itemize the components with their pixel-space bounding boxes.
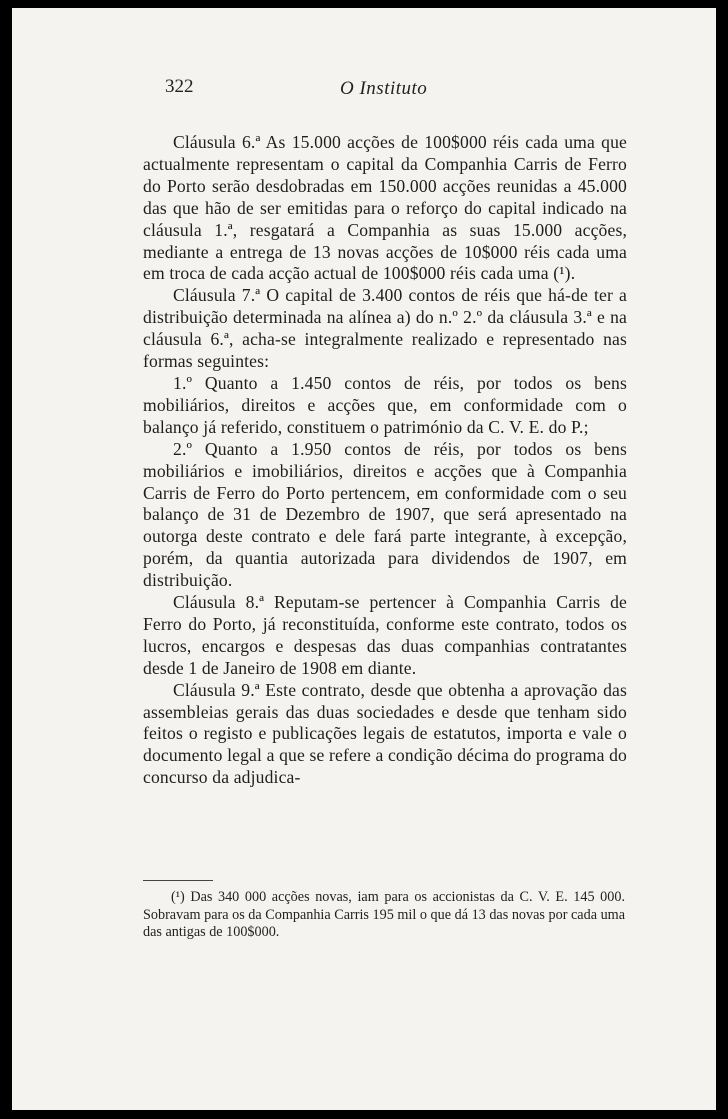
paragraph-item-2: 2.º Quanto a 1.950 contos de réis, por todos os bens mobiliários e imobiliários, direitos e acções que à Companhia Carris de Ferro do Porto pertencem, em conformidade com o seu balanço de 31 de Dezembro de 1907, que será apresentado na outorga deste contrato e dele fará parte integrante, à excepção, porém, da quantia autorizada para dividendos de 1907, em distribuição. [143,438,627,591]
paragraph-clausula-9: Cláusula 9.ª Este contrato, desde que obtenha a aprovação das assembleias gerais das duas sociedades e desde que tenham sido feitos o registo e publicações legais de estatutos, importa e vale o documento legal a que se refere a condição décima do programa do concurso da adjudica- [143,679,627,788]
page-number: 322 [165,76,194,97]
body-text [143,132,627,789]
paragraph-clausula-6: Cláusula 6.ª As 15.000 acções de 100$000 réis cada uma que actualmente representam o capital da Companhia Carris de Ferro do Porto serão desdobradas em 150.000 acções reunidas a 45.000 das que hão de ser emitidas para o reforço do capital indicado na cláusula 1.ª, resgatará a Companhia as suas 15.000 acções, mediante a entrega de 13 novas acções de 10$000 réis cada uma em troca de cada acção actual de 100$000 réis cada uma (¹). [143,132,627,284]
paragraph-clausula-7: Cláusula 7.ª O capital de 3.400 contos de réis que há-de ter a distribuição determinada na alínea a) do n.º 2.º da cláusula 3.ª e na cláusula 6.ª, acha-se integralmente realizado e representado nas formas seguintes: [143,285,627,372]
running-title: O Instituto [340,78,428,99]
paragraph-item-1: 1.º Quanto a 1.450 contos de réis, por todos os bens mobiliários, direitos e acções que, em conformidade com o balanço já referido, constituem o património da C. V. E. do P.; [143,372,627,437]
page-header [12,76,716,106]
footnote-rule [143,880,213,881]
paragraph-clausula-8: Cláusula 8.ª Reputam-se pertencer à Companhia Carris de Ferro do Porto, já reconstituída, conforme este contrato, todos os lucros, encargos e despesas das duas companhias contratantes desde 1 de Janeiro de 1908 em diante. [143,592,627,678]
footnote: (¹) Das 340 000 acções novas, iam para os accionistas da C. V. E. 145 000. Sobravam para os da Companhia Carris 195 mil o que dá 13 das novas por cada uma das antigas de 100$000. [143,889,625,940]
book-page [12,8,716,1110]
